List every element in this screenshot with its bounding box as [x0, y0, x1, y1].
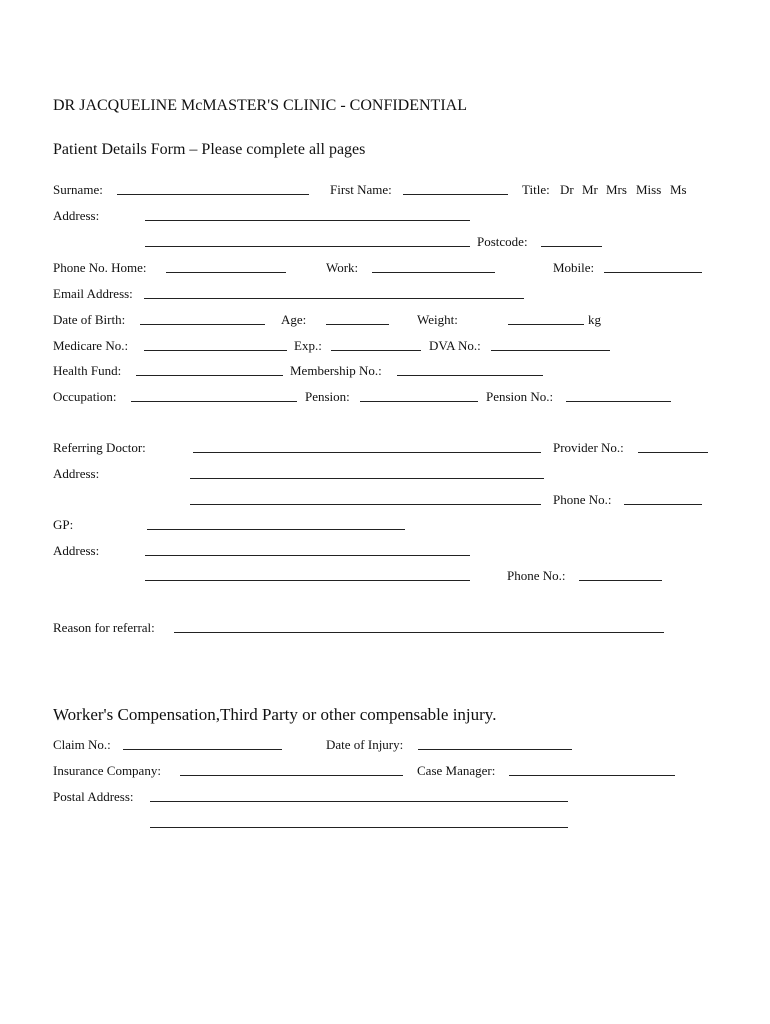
health-fund-label: Health Fund:: [53, 363, 122, 378]
surname-label: Surname:: [53, 182, 103, 197]
claim-no-field[interactable]: [123, 737, 282, 753]
compensation-heading: Worker's Compensation,Third Party or other compensable injury.: [53, 705, 497, 724]
pension-no-field[interactable]: [566, 389, 671, 405]
title-option-miss[interactable]: Miss: [636, 182, 662, 197]
postal-address-line-1-field[interactable]: [150, 789, 568, 805]
dob-label: Date of Birth:: [53, 312, 126, 327]
email-field[interactable]: [144, 286, 524, 302]
title-option-mr[interactable]: Mr: [582, 182, 598, 197]
first-name-label: First Name:: [330, 182, 392, 197]
dob-field[interactable]: [140, 312, 265, 328]
postcode-field[interactable]: [541, 234, 602, 250]
medicare-label: Medicare No.:: [53, 338, 129, 353]
title-label: Title:: [522, 182, 550, 197]
phone-home-field[interactable]: [166, 260, 286, 276]
referring-doctor-field[interactable]: [193, 440, 541, 456]
postal-address-line-2-field[interactable]: [150, 815, 568, 831]
dva-label: DVA No.:: [429, 338, 481, 353]
insurance-company-field[interactable]: [180, 763, 403, 779]
pension-label: Pension:: [305, 389, 350, 404]
case-manager-label: Case Manager:: [417, 763, 496, 778]
provider-no-label: Provider No.:: [553, 440, 624, 455]
surname-field[interactable]: [117, 182, 309, 198]
mobile-label: Mobile:: [553, 260, 595, 275]
referring-doctor-label: Referring Doctor:: [53, 440, 146, 455]
work-label: Work:: [326, 260, 359, 275]
title-option-dr[interactable]: Dr: [560, 182, 574, 197]
gp-address-line-2-field[interactable]: [145, 568, 470, 584]
pension-field[interactable]: [360, 389, 478, 405]
mobile-field[interactable]: [604, 260, 702, 276]
gp-phone-field[interactable]: [579, 568, 662, 584]
exp-field[interactable]: [331, 338, 421, 354]
address-line-2-field[interactable]: [145, 234, 470, 250]
case-manager-field[interactable]: [509, 763, 675, 779]
gp-label: GP:: [53, 517, 74, 532]
title-option-mrs[interactable]: Mrs: [606, 182, 627, 197]
form-title: Patient Details Form – Please complete all pages: [53, 141, 366, 158]
gp-address-label: Address:: [53, 543, 100, 558]
medicare-field[interactable]: [144, 338, 287, 354]
kg-label: kg: [588, 312, 601, 327]
title-option-ms[interactable]: Ms: [670, 182, 687, 197]
referring-address-label: Address:: [53, 466, 100, 481]
clinic-title: DR JACQUELINE McMASTER'S CLINIC - CONFIDENTIAL: [53, 97, 467, 114]
referring-phone-field[interactable]: [624, 492, 702, 508]
age-field[interactable]: [326, 312, 389, 328]
email-label: Email Address:: [53, 286, 133, 301]
membership-label: Membership No.:: [290, 363, 382, 378]
referring-address-line-2-field[interactable]: [190, 492, 541, 508]
reason-label: Reason for referral:: [53, 620, 155, 635]
gp-address-line-1-field[interactable]: [145, 543, 470, 559]
date-of-injury-label: Date of Injury:: [326, 737, 404, 752]
reason-field[interactable]: [174, 620, 664, 636]
age-label: Age:: [281, 312, 307, 327]
postal-address-label: Postal Address:: [53, 789, 134, 804]
date-of-injury-field[interactable]: [418, 737, 572, 753]
exp-label: Exp.:: [294, 338, 322, 353]
occupation-field[interactable]: [131, 389, 297, 405]
postcode-label: Postcode:: [477, 234, 528, 249]
membership-field[interactable]: [397, 363, 543, 379]
insurance-company-label: Insurance Company:: [53, 763, 161, 778]
address-label: Address:: [53, 208, 100, 223]
pension-no-label: Pension No.:: [486, 389, 554, 404]
referring-address-line-1-field[interactable]: [190, 466, 544, 482]
first-name-field[interactable]: [403, 182, 508, 198]
provider-no-field[interactable]: [638, 440, 708, 456]
claim-no-label: Claim No.:: [53, 737, 111, 752]
occupation-label: Occupation:: [53, 389, 117, 404]
address-line-1-field[interactable]: [145, 208, 470, 224]
phone-home-label: Phone No. Home:: [53, 260, 147, 275]
gp-field[interactable]: [147, 517, 405, 533]
dva-field[interactable]: [491, 338, 610, 354]
work-phone-field[interactable]: [372, 260, 495, 276]
health-fund-field[interactable]: [136, 363, 283, 379]
gp-phone-label: Phone No.:: [507, 568, 566, 583]
referring-phone-label: Phone No.:: [553, 492, 612, 507]
weight-field[interactable]: [508, 312, 584, 328]
weight-label: Weight:: [417, 312, 458, 327]
